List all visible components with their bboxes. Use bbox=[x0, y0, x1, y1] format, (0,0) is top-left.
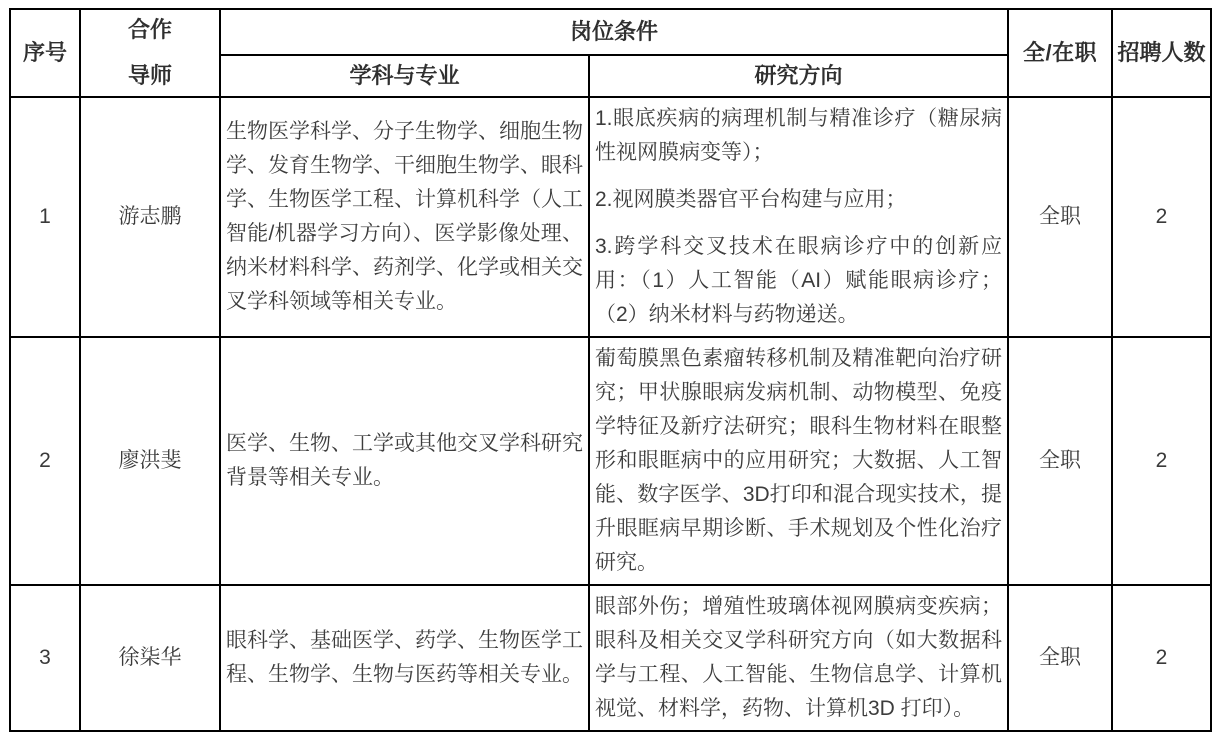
header-seq: 序号 bbox=[10, 9, 80, 97]
cell-employment: 全职 bbox=[1008, 337, 1112, 585]
cell-count: 2 bbox=[1112, 585, 1211, 731]
cell-research bbox=[589, 97, 1008, 337]
cell-major: 医学、生物、工学或其他交叉学科研究背景等相关专业。 bbox=[220, 337, 589, 585]
header-mentor bbox=[80, 9, 220, 97]
header-major: 学科与专业 bbox=[220, 55, 589, 97]
header-count: 招聘人数 bbox=[1112, 9, 1211, 97]
research-paragraph: 3.跨学科交叉技术在眼病诊疗中的创新应用：（1）人工智能（AI）赋能眼病诊疗；（2）纳米材料与药物递送。 bbox=[595, 234, 1003, 326]
header-mentor-line2: 导师 bbox=[127, 62, 172, 88]
research-paragraph: 2.视网膜类器官平台构建与应用； bbox=[595, 187, 907, 211]
table-row bbox=[10, 97, 1211, 337]
cell-research bbox=[589, 585, 1008, 731]
cell-count: 2 bbox=[1112, 97, 1211, 337]
cell-mentor: 徐柒华 bbox=[80, 585, 220, 731]
header-employment: 全/在职 bbox=[1008, 9, 1112, 97]
research-paragraph: 眼部外伤；增殖性玻璃体视网膜病变疾病；眼科及相关交叉学科研究方向（如大数据科学与工程、人工智能、生物信息学、计算机视觉、材料学，药物、计算机3D 打印）。 bbox=[595, 594, 1003, 720]
research-paragraph: 1.眼底疾病的病理机制与精准诊疗（糖尿病性视网膜病变等）； bbox=[595, 106, 1003, 164]
header-mentor-line1: 合作 bbox=[127, 16, 172, 42]
table-row bbox=[10, 585, 1211, 731]
cell-employment: 全职 bbox=[1008, 585, 1112, 731]
cell-seq: 2 bbox=[10, 337, 80, 585]
cell-mentor: 游志鹏 bbox=[80, 97, 220, 337]
cell-seq: 3 bbox=[10, 585, 80, 731]
cell-major: 眼科学、基础医学、药学、生物医学工程、生物学、生物与医药等相关专业。 bbox=[220, 585, 589, 731]
table-row bbox=[10, 337, 1211, 585]
cell-employment: 全职 bbox=[1008, 97, 1112, 337]
cell-mentor: 廖洪斐 bbox=[80, 337, 220, 585]
research-paragraph: 葡萄膜黑色素瘤转移机制及精准靶向治疗研究；甲状腺眼病发病机制、动物模型、免疫学特征及新疗法研究；眼科生物材料在眼整形和眼眶病中的应用研究；大数据、人工智能、数字医学、3D打印和混合现实技术，提升眼眶病早期诊断、手术规划及个性化治疗研究。 bbox=[595, 346, 1003, 574]
cell-major: 生物医学科学、分子生物学、细胞生物学、发育生物学、干细胞生物学、眼科学、生物医学工程、计算机科学（人工智能/机器学习方向）、医学影像处理、纳米材料科学、药剂学、化学或相关交叉学科领域等相关专业。 bbox=[220, 97, 589, 337]
header-conditions: 岗位条件 bbox=[220, 9, 1008, 55]
recruitment-table bbox=[9, 8, 1212, 732]
cell-seq: 1 bbox=[10, 97, 80, 337]
cell-research bbox=[589, 337, 1008, 585]
header-research: 研究方向 bbox=[589, 55, 1008, 97]
cell-count: 2 bbox=[1112, 337, 1211, 585]
